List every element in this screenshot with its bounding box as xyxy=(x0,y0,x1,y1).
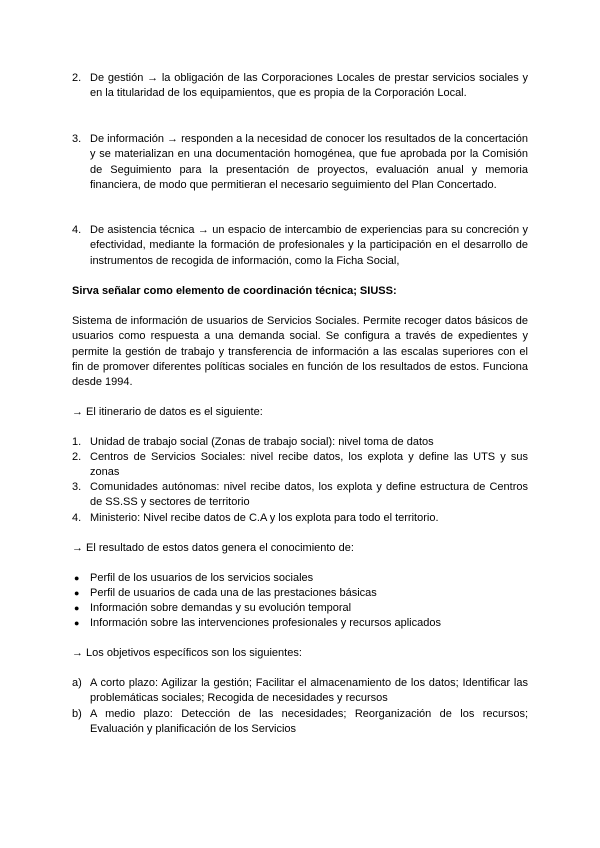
list-item-text: De gestión → la obligación de las Corporaciones Locales de prestar servicios sociales y en la titularidad de los equipamientos, que es propia de la Corporación Local. xyxy=(90,72,528,100)
bullet-icon: ● xyxy=(74,588,80,598)
bullet-icon: ● xyxy=(74,573,80,583)
list-item xyxy=(72,223,528,269)
list-item xyxy=(72,71,528,102)
list-item xyxy=(72,450,528,481)
list-item xyxy=(72,676,528,707)
list-marker: b) xyxy=(72,708,82,720)
list-item xyxy=(72,511,528,526)
itinerario-title: → El itinerario de datos es el siguiente: xyxy=(72,406,263,418)
resultado-title: → El resultado de estos datos genera el conocimiento de: xyxy=(72,542,354,554)
bullet-icon: ● xyxy=(74,603,80,613)
list-marker: 4. xyxy=(72,224,82,236)
list-item-text: Unidad de trabajo social (Zonas de trabajo social): nivel toma de datos xyxy=(90,436,434,448)
list-item-text: A medio plazo: Detección de las necesidades; Reorganización de los recursos; Evaluación y planificación de los Servicios xyxy=(90,708,528,736)
list-item-text: De asistencia técnica → un espacio de intercambio de experiencias para su concreción y efectividad, mediante la formación de profesionales y la participación en el desarrollo de instrumentos de recogida de información, como la Ficha Social, xyxy=(90,224,528,267)
bullet-icon: ● xyxy=(74,618,80,628)
list-marker: 1. xyxy=(72,436,82,448)
list-item-text: A corto plazo: Agilizar la gestión; Facilitar el almacenamiento de los datos; Identificar las problemáticas sociales; Recogida de necesidades y recursos xyxy=(90,677,528,705)
list-item xyxy=(72,480,528,511)
list-marker: 2. xyxy=(72,451,82,463)
intro-paragraph: Sistema de información de usuarios de Servicios Sociales. Permite recoger datos básicos de usuarios como respuesta a una demanda social. Se configura a través de expedientes y permite la gestión de trabajo y transferencia de información a las escalas superiores con el fin de promover diferentes políticas sociales en función de los resultados de estos. Funciona desde 1994. xyxy=(72,315,528,389)
bullet-item-text: Perfil de usuarios de cada una de las prestaciones básicas xyxy=(90,587,377,599)
list-item-text: Centros de Servicios Sociales: nivel recibe datos, los explota y define las UTS y sus zonas xyxy=(90,451,528,479)
list-marker: 3. xyxy=(72,133,82,145)
bullet-item-text: Información sobre demandas y su evolución temporal xyxy=(90,602,352,614)
list-item xyxy=(72,132,528,193)
list-item-text: Ministerio: Nivel recibe datos de C.A y los explota para todo el territorio. xyxy=(90,512,439,524)
bullet-item-text: Información sobre las intervenciones profesionales y recursos aplicados xyxy=(90,617,441,629)
bullet-item xyxy=(74,601,528,616)
list-marker: 3. xyxy=(72,481,82,493)
list-item-text: De información → responden a la necesidad de conocer los resultados de la concertación y se materializan en una documentación homogénea, que fue aprobada por la Comisión de Seguimiento para la presentación de proyectos, evaluación anual y memoria financiera, de modo que permitieran el necesario seguimiento del Plan Concertado. xyxy=(90,133,528,191)
list-item xyxy=(72,707,528,738)
section-heading: Sirva señalar como elemento de coordinación técnica; SIUSS: xyxy=(72,285,397,297)
list-marker: 2. xyxy=(72,72,82,84)
list-item-text: Comunidades autónomas: nivel recibe datos, los explota y define estructura de Centros de SS.SS y sectores de territorio xyxy=(90,481,528,509)
list-marker: a) xyxy=(72,677,82,689)
bullet-item-text: Perfil de los usuarios de los servicios sociales xyxy=(90,572,314,584)
objetivos-title: → Los objetivos específicos son los siguientes: xyxy=(72,647,302,659)
list-marker: 4. xyxy=(72,512,82,524)
bullet-item xyxy=(74,571,528,586)
list-item xyxy=(72,435,528,450)
bullet-item xyxy=(74,616,528,631)
bullet-item xyxy=(74,586,528,601)
